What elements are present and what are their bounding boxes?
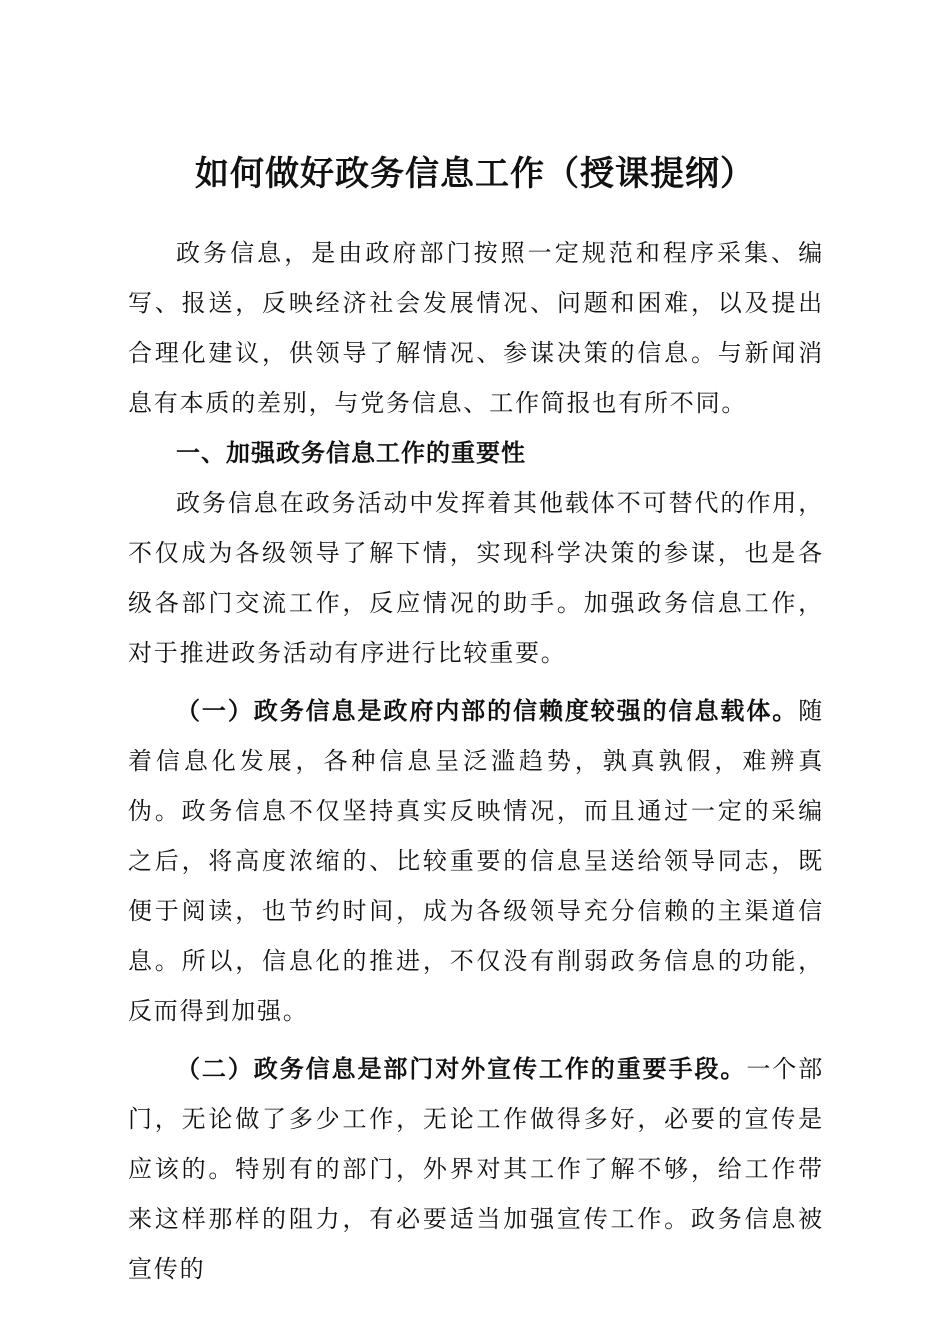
section-heading: 一、加强政务信息工作的重要性 (176, 439, 526, 467)
intro-paragraph: 政务信息，是由政府部门按照一定规范和程序采集、编写、报送，反映经济社会发展情况、问题和困难，以及提出合理化建议，供领导了解情况、参谋决策的信息。与新闻消息有本质的差别，与党务信息、工作简报也有所不同。 (128, 239, 824, 417)
subsection-lead: （二）政务信息是部门对外宣传工作的重要手段。 (176, 1054, 747, 1083)
document-body (128, 228, 824, 1294)
subsection-paragraph (128, 1044, 824, 1294)
section-paragraph: 政务信息在政务活动中发挥着其他载体不可替代的作用，不仅成为各级领导了解下情，实现科学决策的参谋，也是各级各部门交流工作，反应情况的助手。加强政务信息工作，对于推进政务活动有序进行比较重要。 (128, 489, 824, 667)
document-title: 如何做好政务信息工作（授课提纲） (195, 154, 755, 194)
subsection-text: 一个部门，无论做了多少工作，无论工作做得多好，必要的宣传是应该的。特别有的部门，外界对其工作了解不够，给工作带来这样那样的阻力，有必要适当加强宣传工作。政务信息被宣传的 (128, 1055, 824, 1283)
subsection-lead: （一）政务信息是政府内部的信赖度较强的信息载体。 (176, 696, 799, 725)
subsection-text: 随着信息化发展，各种信息呈泛滥趋势，孰真孰假，难辨真伪。政务信息不仅坚持真实反映情况，而且通过一定的采编之后，将高度浓缩的、比较重要的信息呈送给领导同志，既便于阅读，也节约时间，成为各级领导充分信赖的主渠道信息。所以，信息化的推进，不仅没有削弱政务信息的功能，反而得到加强。 (128, 697, 824, 1025)
subsection-paragraph (128, 686, 824, 1036)
